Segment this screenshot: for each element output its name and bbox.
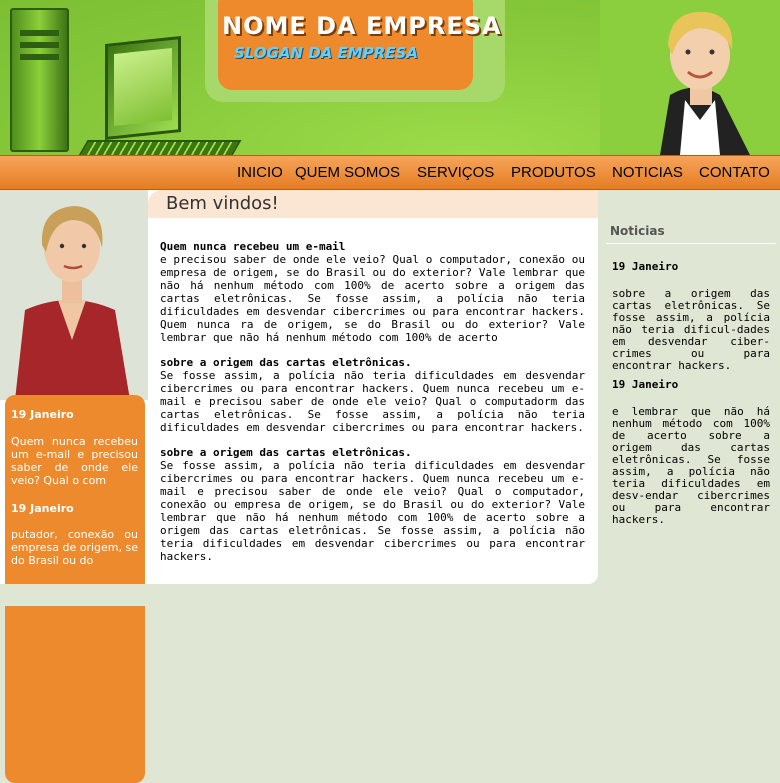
news-date: 19 Janeiro (612, 378, 679, 391)
monitor-screen (114, 48, 172, 126)
drive-slot (20, 42, 59, 48)
news-text: Quem nunca recebeu um e-mail e precisou saber de onde ele veio? Qual o com (11, 435, 138, 487)
main-content (148, 190, 598, 584)
divider (606, 243, 776, 244)
content-paragraph (160, 356, 585, 434)
drive-slot (20, 54, 59, 60)
paragraph-heading: sobre a origem das cartas eletrônicas. (160, 356, 412, 369)
monitor-image (105, 36, 181, 140)
nav-item-servicos[interactable]: SERVIÇOS (417, 164, 495, 181)
content-paragraph (160, 446, 585, 563)
computer-tower-image (10, 8, 69, 152)
businesswoman-photo (0, 190, 148, 400)
left-column (0, 190, 148, 584)
main-navigation (0, 155, 780, 190)
page-title: Bem vindos! (166, 193, 279, 214)
nav-item-noticias[interactable]: NOTICIAS (612, 164, 683, 181)
content-paragraph (160, 240, 585, 344)
nav-item-quem-somos[interactable]: QUEM SOMOS (295, 164, 401, 181)
keyboard-image (72, 140, 241, 155)
company-name[interactable]: NOME DA EMPRESA (222, 12, 502, 40)
news-text: putador, conexão ou empresa de origem, se do Brasil ou do (11, 528, 138, 567)
header-banner (0, 0, 780, 155)
nav-item-contato[interactable]: CONTATO (699, 164, 770, 181)
paragraph-text: e precisou saber de onde ele veio? Qual o computador, conexão ou empresa de origem, se do Brasil ou do exterior? Vale lembrar que não há nenhum método com 100% de acerto sobre a origem das cartas eletrônicas. Se fosse assim, a polícia não teria dificuldades em desvendar cibercrimes ou para encontrar hackers. Quem nunca ra de origem, se do Brasil ou do exterior? Vale lembrar que não há nenhum método com 100% de acerto (160, 253, 585, 344)
smiling-woman-photo (600, 0, 780, 155)
right-news-column (598, 190, 780, 584)
nav-item-inicio[interactable]: INICIO (237, 164, 283, 181)
news-date: 19 Janeiro (11, 408, 74, 421)
paragraph-heading: Quem nunca recebeu um e-mail (160, 240, 346, 253)
news-text: e lembrar que não há nenhum método com 100% de acerto sobre a origem das cartas eletrônicas. Se fosse assim, a polícia não teria dificuldades em desv-endar cibercrimes ou para encontrar hackers. (612, 405, 770, 526)
news-section-title: Noticias (610, 224, 665, 238)
drive-slot (20, 30, 59, 36)
nav-item-produtos[interactable]: PRODUTOS (511, 164, 596, 181)
company-slogan: SLOGAN DA EMPRESA (234, 44, 418, 62)
news-text: sobre a origem das cartas eletrônicas. Se fosse assim, a polícia não teria dificul-dades em desvendar ciber-crimes ou para encontrar hackers. (612, 287, 770, 372)
news-date: 19 Janeiro (11, 502, 74, 515)
paragraph-text: Se fosse assim, a polícia não teria dificuldades em desvendar cibercrimes ou para encontrar hackers. Quem nunca recebeu um e-mail e precisou saber de onde ele veio? Qual o computador, conexão ou empresa de origem, se do Brasil ou do exterior? Vale lembrar que não há nenhum método com 100% de acerto sobre a origem das cartas eletrônicas. Se fosse assim, a polícia não teria dificuldades em desvendar cibercrimes ou para encontrar hackers. (160, 459, 585, 563)
content-body (160, 240, 585, 575)
paragraph-heading: sobre a origem das cartas eletrônicas. (160, 446, 412, 459)
news-date: 19 Janeiro (612, 260, 679, 273)
footer-strip (0, 584, 780, 606)
paragraph-text: Se fosse assim, a polícia não teria dificuldades em desvendar cibercrimes ou para encontrar hackers. Quem nunca recebeu um e-mail e precisou saber de onde ele veio? Qual o computadorm das cartas eletrônicas. Se fosse assim, a polícia não teria dificuldades em desvendar cibercrimes ou para encontrar hackers. (160, 369, 585, 434)
